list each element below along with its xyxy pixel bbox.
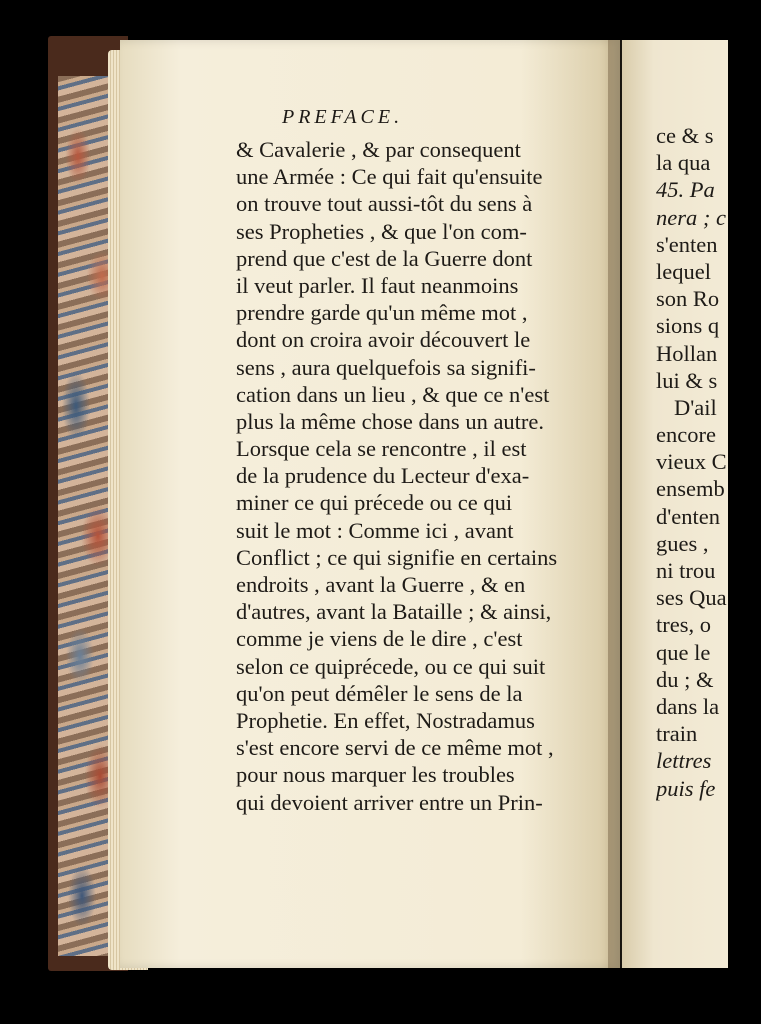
text-line: prend que c'est de la Guerre dont	[236, 245, 533, 271]
left-page-text	[236, 136, 588, 816]
text-line: endroits , avant la Guerre , & en	[236, 572, 526, 597]
text-line: selon ce quiprécede, ou ce qui suit	[236, 653, 546, 679]
text-line: ensemb	[656, 476, 725, 502]
text-line: tres, o	[656, 612, 711, 638]
text-line: que le	[656, 639, 711, 665]
right-page-text	[656, 122, 728, 802]
text-line: 45. Pa	[656, 177, 715, 203]
text-line: Lorsque cela se rencontre , il est	[236, 436, 527, 462]
text-line: pour nous marquer les troubles	[236, 762, 515, 788]
text-line: dont on croira avoir découvert le	[236, 327, 531, 353]
text-line: miner ce qui précede ou ce qui	[236, 490, 513, 516]
text-line: ni trou	[656, 558, 716, 583]
text-line: ses Propheties , & que l'on com-	[236, 218, 527, 244]
text-line: lui & s	[656, 367, 718, 393]
text-line: d'enten	[656, 503, 721, 529]
text-line: sens , aura quelquefois sa signifi-	[236, 354, 536, 380]
text-line: dans la	[656, 693, 720, 719]
text-line: de la prudence du Lecteur d'exa-	[236, 463, 530, 489]
text-line: s'enten	[656, 231, 718, 257]
text-line: train	[656, 721, 698, 747]
text-line: suit le mot : Comme ici , avant	[236, 517, 514, 543]
text-line: cation dans un lieu , & que ce n'est	[236, 381, 550, 407]
text-line: lettres	[656, 748, 712, 774]
text-line: Prophetie. En effet, Nostradamus	[236, 707, 535, 733]
running-head: PREFACE.	[282, 106, 404, 128]
text-line: prendre garde qu'un même mot ,	[236, 300, 528, 326]
text-line: il veut parler. Il faut neanmoins	[236, 272, 519, 298]
text-line: Conflict ; ce qui signifie en certains	[236, 544, 558, 570]
text-line: comme je viens de le dire , c'est	[236, 626, 523, 652]
text-line: d'autres, avant la Bataille ; & ainsi,	[236, 599, 552, 625]
text-line: sions q	[656, 313, 720, 339]
text-line: s'est encore servi de ce même mot ,	[236, 735, 554, 761]
text-line: lequel	[656, 258, 711, 284]
text-line: vieux C	[656, 449, 727, 475]
text-line: plus la même chose dans un autre.	[236, 408, 545, 434]
text-line: on trouve tout aussi-tôt du sens à	[236, 191, 533, 217]
text-line: gues ,	[656, 530, 709, 556]
text-line: la qua	[656, 150, 711, 176]
text-line: & Cavalerie , & par consequent	[236, 137, 521, 162]
text-line: qui devoient arriver entre un Prin-	[236, 789, 543, 815]
text-line: ce & s	[656, 123, 714, 148]
text-line: puis fe	[656, 775, 716, 801]
text-line: ses Qua	[656, 585, 727, 611]
text-line: Hollan	[656, 340, 718, 366]
text-line: son Ro	[656, 286, 720, 312]
text-line: nera ; c	[656, 204, 726, 230]
text-line: D'ail	[674, 394, 717, 420]
text-line: encore	[656, 422, 716, 448]
text-line: une Armée : Ce qui fait qu'ensuite	[236, 164, 543, 190]
text-line: du ; &	[656, 666, 714, 692]
text-line: qu'on peut démêler le sens de la	[236, 680, 523, 706]
